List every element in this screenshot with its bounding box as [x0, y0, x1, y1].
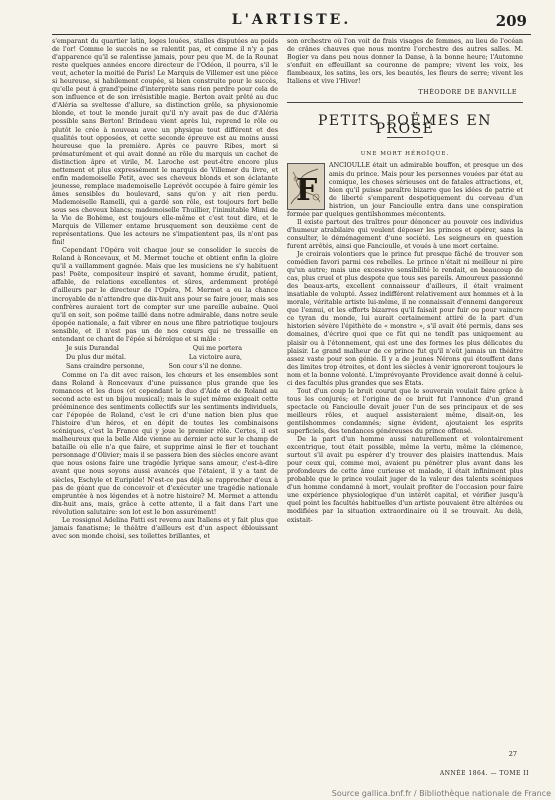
paragraph: Il existe partout des traîtres pour dénoncer au pouvoir ces individus d'humeur atrabilaire qui veulent déposer les princes et opérer, sans la consulter, le déménagement d'une société. Les seigneurs en question furent arrêtés, ainsi que Fancioulle, et voués à une mort certaine.	[287, 218, 523, 250]
poem-line	[52, 345, 278, 353]
ornamental-dropcap	[287, 163, 325, 210]
paragraph: Je croirais volontiers que le prince fut presque fâché de trouver son comédien favori parmi ces rebelles. Le prince n'était ni meilleur ni pire qu'un autre; mais une excessive sensibilité le rendait, en beaucoup de cas, plus cruel et plus despote que tous ses pareils. Amoureux passionné des beaux-arts, excellent connaisseur d'ailleurs, il était vraiment insatiable de volupté. Assez indifférent relativement aux hommes et à la morale, véritable artiste lui-même, il ne connaissait d'ennemi dangereux que l'ennui, et les efforts bizarres qu'il faisait pour fuir ou pour vaincre ce tyran du monde, lui aurait certainement attiré de la part d'un historien sévère l'épithète de « monstre », s'il avait été permis, dans ses domaines, d'écrire quoi que ce fût qui ne tendît pas uniquement au plaisir ou à l'étonnement, qui est une des formes les plus délicates du plaisir. Le grand malheur de ce prince fut qu'il n'eût jamais un théâtre assez vaste pour son génie. Il y a de jeunes Nérons qui étouffent dans des limites trop étroites, et dont les siècles à venir ignoreront toujours le nom et la bonne volonté. L'imprévoyante Providence avait donné à celui-ci des facultés plus grandes que ses États.	[287, 250, 523, 387]
poem-verse: Je suis Durandal	[66, 344, 119, 352]
paragraph: ANCIOULLE était un admirable bouffon, et presque un des amis du prince. Mais pour les personnes vouées par état au comique, les choses sérieuses ont de fatales attractions, et, bien qu'il puisse paraître bizarre que les idées de patrie et de liberté s'emparent despotiquement du cerveau d'un histrion, un jour Fancioulle entra dans une conspiration formée par quelques gentilshommes mécontents.	[287, 162, 523, 218]
paragraph: Tout d'un coup le bruit courut que le souverain voulait faire grâce à tous les conjurés; et l'origine de ce bruit fut l'annonce d'un grand spectacle où Fancioulle devait jouer l'un de ses principaux et de ses meilleurs rôles, et auquel assisteraient même, disait-on, les gentilshommes condamnés; signe évident, ajoutaient les esprits superficiels, des tendances généreuses du prince offensé.	[287, 387, 523, 436]
svg-text:F: F	[296, 173, 318, 209]
paragraph: Cependant l'Opéra voit chaque jour se consolider le succès de Roland à Roncevaux, et M. Mermet touche et obtient enfin la gloire qu'il a vaillamment gagnée. Mais que les musiciens ne s'y habituent pas! Poëte, compositeur inspiré et savant, homme érudit, patient, affable, de relations excellentes et sûres, ardemment protégé d'ailleurs par le directeur de l'Opéra, M. Mermet a eu la chance incroyable de n'attendre que dix-huit ans pour se faire jouer, mais ses confrères auraient tort de compter sur une pareille aubaine. Quoi qu'il en soit, son poëme taillé dans notre admirable, dans notre seule épopée nationale, a fait vibrer en nous une fibre patriotique toujours sensible, et il n'est pas un de nos cœurs qui ne tressaille en entendant ce chant de l'épée si héroïque et si mâle :	[52, 247, 278, 343]
title-underline	[387, 137, 423, 138]
story-subtitle: UNE MORT HÉROÏQUE.	[360, 151, 450, 158]
poem-verse: Du plus dur métal.	[66, 353, 126, 361]
paragraph: s'emparant du quartier latin, loges louées, stalles disputées au poids de l'or! Comme le succès ne se ralentit pas, et comme il n'y a pas d'apparence qu'il se ralentisse jamais, pour peu que M. de la Rounat reste quelques années encore directeur de l'Odéon, il pourra, s'il le veut, acheter la moitié de Paris! Le Marquis de Villemer est une pièce si heureuse, si habilement coupée, si bien construite pour le succès, qu'elle peut à grand'peine d'interprète sans rien perdre pour cela de son influence et de son irrésistible magie. Berton avait prêté au duc d'Aléria sa sveltesse d'allure, sa distinction grêle, sa physionomie blonde, et tout le monde jurait qu'il n'y avait pas de duc d'Aléria possible sans Berton! Brindeau vient après lui, reprend le rôle ou plutôt le crée à nouveau avec un physique tout différent et des qualités tout opposées, et cette seconde épreuve est au moins aussi heureuse que la première. Après ce pauvre Ribes, mort si prématurément et qui avait donné au rôle du marquis un cachet de distinction âpre et virile, M. Laroche est peut-être encore plus nettement et plus expressément le marquis de Villemer du livre, et enfin mademoiselle Petit, avec ses cheveux blonds et son éclatante jeunesse, remplace mademoiselle Leprévôt occupée à faire gémir les âmes sensibles du boulevard, sans qu'on y ait rien perdu. Mademoiselle Ramelli, qui a gardé son rôle, est toujours fort belle sous ses cheveux blancs; mademoiselle Thuillier, l'inimitable Mimi de la Vie de Bohème, est toujours elle-même et c'est tout dire, et le Marquis de Villemer entame brusquement son deuxième cent de représentations. Que les acteurs ne s'impatientent pas, ils n'ont pas fini!	[52, 38, 278, 247]
poem-line	[52, 354, 278, 362]
poem-verse: Son cour s'il ne donne.	[168, 362, 242, 370]
poem-verse: Sans craindre personne,	[66, 362, 145, 370]
dropcap-ornament-icon	[288, 164, 324, 209]
source-credit: Source gallica.bnf.fr / Bibliothèque nationale de France	[331, 789, 551, 798]
paragraph: De la part d'un homme aussi naturellement et volontairement excentrique, tout était possible, même la vertu, même la clémence, surtout s'il avait pu espérer d'y trouver des plaisirs inattendus. Mais pour ceux qui, comme moi, avaient pu pénétrer plus avant dans les profondeurs de cette âme curieuse et malade, il était infiniment plus probable que le prince voulait juger de la valeur des talents scéniques d'un homme condamné à mort, voulait profiter de l'occasion pour faire une expérience physiologique d'un intérêt capital, et vérifier jusqu'à quel point les facultés habituelles d'un artiste pouvaient être altérées ou modifiées par la situation extraordinaire où il se trouvait. Au delà, existait-	[287, 436, 523, 524]
page-header	[52, 12, 531, 35]
poem-line	[52, 363, 278, 371]
left-column	[52, 38, 278, 541]
paragraph: son orchestre où l'on voit de frais visages de femmes, au lieu de l'océan de crânes chauves que nous montre l'orchestre des autres salles. M. Bogier va dans peu nous donner la Danse, à la bonne heure; l'Automne s'enfuit en effeuillant sa couronne de pampre; vivent les voix, les flambeaux, les satins, les ors, les beautés, les fleurs de serre; vivent les Italiens et vive l'Hiver!	[287, 38, 523, 86]
story-body	[287, 162, 523, 218]
poem-stanza	[52, 345, 278, 371]
journal-title: L'ARTISTE.	[231, 12, 352, 28]
section-divider	[287, 102, 523, 103]
paragraph: Le rossignol Adelina Patti est revenu aux Italiens et y fait plus que jamais fanatisme; le théâtre d'ailleurs est d'un aspect éblouissant avec son monde choisi, ses toilettes brillantes, et	[52, 516, 278, 540]
signature-mark: 27	[508, 750, 517, 758]
right-column	[287, 38, 523, 525]
issue-footer: ANNÉE 1864. — TOME II	[439, 770, 529, 777]
paragraph: Comme on l'a dit avec raison, les chœurs et les ensembles sont dans Roland à Roncevaux d'une puissance plus grande que les romances et les duos (et cependant le duo d'Aide et de Roland au second acte est un bijou musical); mais le sujet même exigeait cette prééminence des sentiments collectifs sur les sentiments individuels, car l'épopée de Roland, c'est le cri d'une nation bien plus que l'histoire d'un héros, et en dépit de toutes les combinaisons scéniques, c'est la France qui y joue le premier rôle. Certes, il est malheureux que la belle Alde vienne au dernier acte sur le champ de bataille où elle n'a que faire, et supprime ainsi le fier et touchant personnage d'Olivier; mais il se passera bien des siècles encore avant que nous osions faire une tragédie lyrique sans amour, c'est-à-dire avant que nous soyons aussi avancés que l'étaient, il y a tant de siècles, Eschyle et Euripide! N'est-ce pas déjà se rapprocher d'eux à pas de géant que de concevoir et d'exécuter une tragédie nationale empruntée à nos légendes et à notre histoire? M. Mermet a attendu dix-huit ans, mais, grâce à cette attente, il a fait dans l'art une révolution salutaire: son lot est le bon assurément!	[52, 371, 278, 516]
poem-verse: Qui me portera	[192, 344, 242, 352]
section-title: PETITS POËMES EN PROSE	[317, 113, 493, 138]
author-signature: THÉODORE DE BANVILLE	[418, 88, 517, 97]
page-number: 209	[495, 12, 527, 30]
poem-verse: La victoire aura,	[188, 353, 242, 361]
